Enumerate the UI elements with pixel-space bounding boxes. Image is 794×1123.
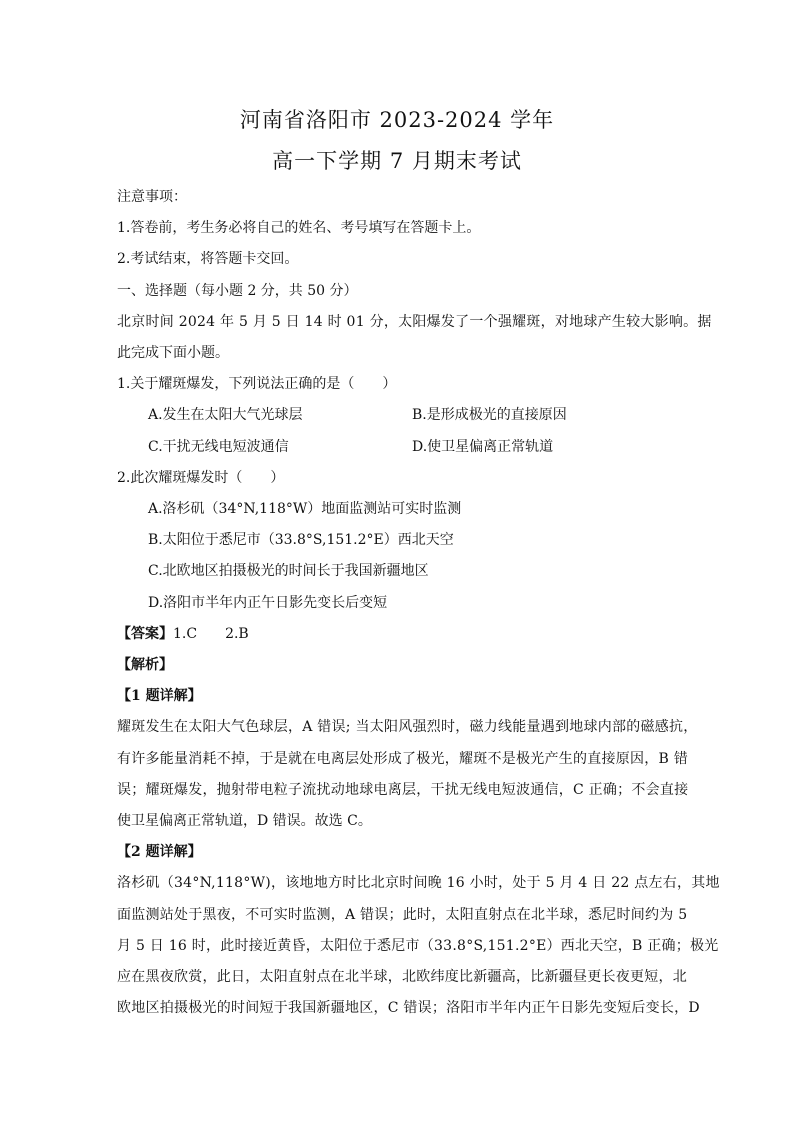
page-title-line1: 河南省洛阳市 2023-2024 学年	[239, 108, 555, 132]
q2-detail-line-2: 面监测站处于黑夜，不可实时监测，A 错误；此时，太阳直射点在北半球，悉尼时间约为 5	[117, 907, 688, 923]
q1-detail-line-2: 有许多能量消耗不掉，于是就在电离层处形成了极光，耀斑不是极光产生的直接原因，B 错	[117, 751, 688, 767]
stem-line-1: 北京时间 2024 年 5 月 5 日 14 时 01 分，太阳爆发了一个强耀斑，对地球产生较大影响。据	[117, 314, 712, 330]
q1-detail-line-1: 耀斑发生在太阳大气色球层，A 错误; 当太阳风强烈时，磁力线能量遇到地球内部的磁感抗，	[117, 719, 698, 735]
answer-text: 1.C 2.B	[173, 626, 249, 642]
q1-detail-line-4: 使卫星偏离正常轨道，D 错误。故选 C。	[117, 813, 372, 829]
q2-option-d: D.洛阳市半年内正午日影先变长后变短	[148, 595, 388, 611]
notes-item-1: 1.答卷前，考生务必将自己的姓名、考号填写在答题卡上。	[117, 220, 481, 236]
notes-heading: 注意事项：	[117, 189, 187, 205]
q1-detail-line-3: 误；耀斑爆发，抛射带电粒子流扰动地球电离层，干扰无线电短波通信，C 正确；不会直接	[117, 782, 689, 798]
stem-line-2: 此完成下面小题。	[117, 345, 229, 361]
q2-detail-line-1: 洛杉矶（34°N,118°W)，该地地方时比北京时间晚 16 小时，处于 5 月 4 日 22 点左右，其地	[117, 875, 720, 891]
section-heading: 一、选择题（每小题 2 分，共 50 分）	[117, 283, 358, 299]
question-1: 1.关于耀斑爆发，下列说法正确的是（ ）	[117, 376, 397, 392]
notes-item-2: 2.考试结束，将答题卡交回。	[117, 251, 299, 267]
q1-option-b: B.是形成极光的直接原因	[412, 407, 567, 423]
q2-detail-line-3: 月 5 日 16 时，此时接近黄昏，太阳位于悉尼市（33.8°S,151.2°E）西北天空，B 正确；极光	[117, 938, 719, 954]
answer-row	[117, 623, 249, 643]
page-title-line2: 高一下学期 7 月期末考试	[272, 149, 522, 173]
q2-detail-line-5: 欧地区拍摄极光的时间短于我国新疆地区，C 错误；洛阳市半年内正午日影先变短后变长，D	[117, 1000, 700, 1016]
q1-option-a: A.发生在太阳大气光球层	[148, 407, 303, 423]
question-2: 2.此次耀斑爆发时（ ）	[117, 470, 285, 486]
q2-detail-line-4: 应在黑夜欣赏，此日，太阳直射点在北半球，北欧纬度比新疆高，比新疆昼更长夜更短，北	[117, 969, 687, 985]
q1-detail-heading: 【1 题详解】	[117, 688, 202, 704]
q2-detail-heading: 【2 题详解】	[117, 844, 202, 860]
q1-option-c: C.干扰无线电短波通信	[148, 439, 289, 455]
q2-option-b: B.太阳位于悉尼市（33.8°S,151.2°E）西北天空	[148, 532, 454, 548]
q1-option-d: D.使卫星偏离正常轨道	[412, 439, 554, 455]
analysis-label: 【解析】	[117, 657, 173, 673]
answer-label: 【答案】	[117, 626, 173, 642]
q2-option-c: C.北欧地区拍摄极光的时间长于我国新疆地区	[148, 563, 429, 579]
q2-option-a: A.洛杉矶（34°N,118°W）地面监测站可实时监测	[148, 501, 462, 517]
